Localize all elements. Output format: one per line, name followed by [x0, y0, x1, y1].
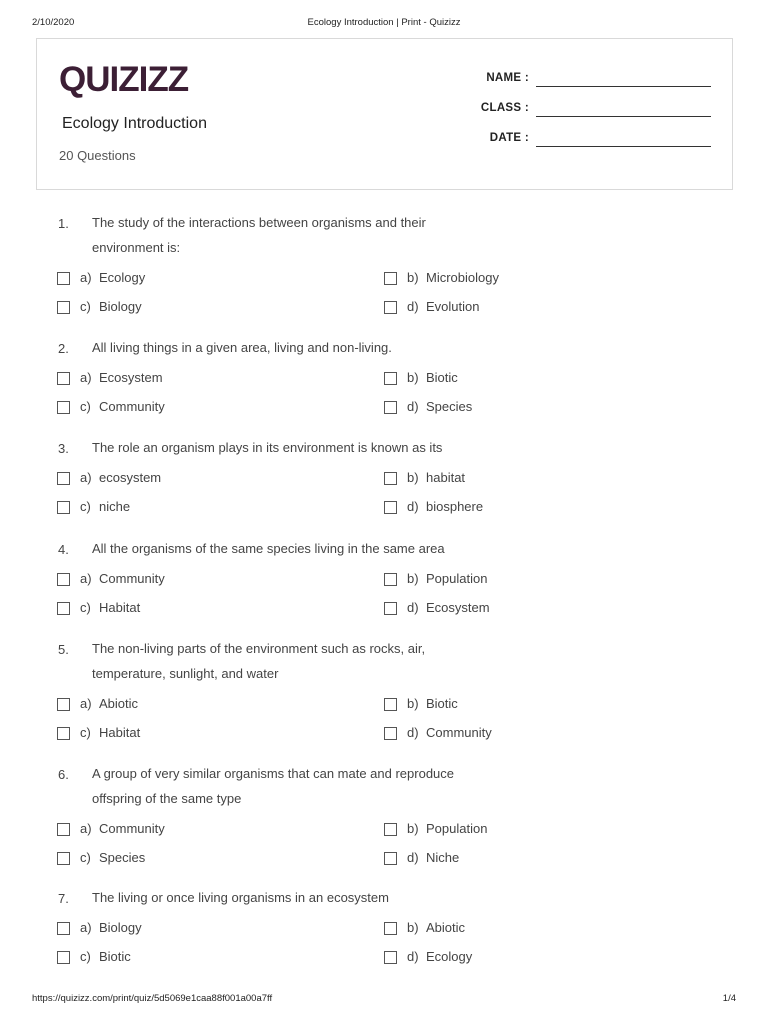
checkbox[interactable]: [57, 472, 70, 485]
option-text: Ecosystem: [426, 600, 490, 615]
print-url: https://quizizz.com/print/quiz/5d5069e1caa88f001a00a7ff: [32, 993, 273, 1004]
option-text: Habitat: [99, 725, 141, 740]
print-footer: [32, 993, 736, 1007]
checkbox[interactable]: [57, 951, 70, 964]
option-letter: d): [407, 399, 419, 414]
quiz-title: Ecology Introduction: [62, 115, 207, 132]
option-letter: a): [80, 821, 92, 836]
quiz-header-card: [36, 38, 733, 190]
print-title: Ecology Introduction | Print - Quizizz: [307, 17, 461, 28]
checkbox[interactable]: [57, 372, 70, 385]
option-text: Niche: [426, 850, 460, 865]
question-number: 1.: [58, 216, 69, 231]
quizizz-logo: [58, 57, 198, 101]
option-letter: c): [80, 299, 91, 314]
checkbox[interactable]: [384, 573, 397, 586]
option-text: Species: [426, 399, 473, 414]
option-text: Ecology: [99, 270, 146, 285]
checkbox[interactable]: [384, 727, 397, 740]
option-text: biosphere: [426, 499, 484, 514]
option-text: Microbiology: [426, 270, 499, 285]
question-count: 20 Questions: [59, 148, 136, 163]
checkbox[interactable]: [57, 602, 70, 615]
option-letter: c): [80, 600, 91, 615]
class-label: CLASS :: [480, 102, 529, 114]
option-letter: c): [80, 850, 91, 865]
checkbox[interactable]: [384, 501, 397, 514]
checkbox[interactable]: [57, 922, 70, 935]
option-text: Community: [426, 725, 492, 740]
option-letter: b): [407, 696, 419, 711]
option-letter: b): [407, 370, 419, 385]
option-letter: d): [407, 850, 419, 865]
option-text: Species: [99, 850, 146, 865]
checkbox[interactable]: [57, 823, 70, 836]
question-text: The study of the interactions between organisms and their environment is:: [92, 215, 426, 255]
checkbox[interactable]: [57, 272, 70, 285]
page-number: 1/4: [722, 993, 736, 1004]
question-text: The role an organism plays in its environment is known as its: [92, 440, 443, 455]
option-letter: c): [80, 725, 91, 740]
option-letter: c): [80, 399, 91, 414]
class-field[interactable]: [467, 100, 713, 120]
checkbox[interactable]: [57, 573, 70, 586]
option-text: Habitat: [99, 600, 141, 615]
date-line[interactable]: [536, 146, 711, 147]
checkbox[interactable]: [384, 272, 397, 285]
option-text: habitat: [426, 470, 466, 485]
option-text: Biotic: [99, 949, 131, 964]
checkbox[interactable]: [384, 602, 397, 615]
option-text: Ecology: [426, 949, 473, 964]
option-letter: a): [80, 920, 92, 935]
print-date: 2/10/2020: [32, 17, 75, 28]
option-letter: b): [407, 470, 419, 485]
option-letter: d): [407, 949, 419, 964]
option-text: Biology: [99, 920, 142, 935]
checkbox[interactable]: [57, 852, 70, 865]
checkbox[interactable]: [384, 401, 397, 414]
option-text: Biology: [99, 299, 142, 314]
option-letter: a): [80, 270, 92, 285]
option-text: Abiotic: [99, 696, 139, 711]
option-text: Ecosystem: [99, 370, 163, 385]
date-field[interactable]: [467, 130, 713, 150]
name-label: NAME :: [486, 72, 529, 84]
checkbox[interactable]: [384, 301, 397, 314]
name-field[interactable]: [467, 70, 713, 90]
checkbox[interactable]: [57, 401, 70, 414]
checkbox[interactable]: [57, 301, 70, 314]
option-text: Population: [426, 571, 488, 586]
question-number: 4.: [58, 542, 69, 557]
checkbox[interactable]: [57, 698, 70, 711]
checkbox[interactable]: [384, 823, 397, 836]
option-letter: d): [407, 600, 419, 615]
question-text: A group of very similar organisms that can mate and reproduce offspring of the same type: [92, 766, 455, 806]
option-letter: a): [80, 696, 92, 711]
option-text: niche: [99, 499, 131, 514]
option-letter: b): [407, 920, 419, 935]
option-text: Community: [99, 821, 165, 836]
checkbox[interactable]: [384, 922, 397, 935]
option-text: Community: [99, 399, 165, 414]
option-letter: d): [407, 299, 419, 314]
checkbox[interactable]: [384, 852, 397, 865]
checkbox[interactable]: [384, 951, 397, 964]
checkbox[interactable]: [384, 698, 397, 711]
name-line[interactable]: [536, 86, 711, 87]
question-number: 6.: [58, 767, 69, 782]
option-letter: b): [407, 270, 419, 285]
checkbox[interactable]: [384, 372, 397, 385]
question-text: The living or once living organisms in an ecosystem: [92, 890, 389, 905]
option-text: ecosystem: [99, 470, 162, 485]
option-letter: a): [80, 571, 92, 586]
option-letter: c): [80, 949, 91, 964]
question-number: 5.: [58, 642, 69, 657]
option-letter: b): [407, 821, 419, 836]
question-text: The non-living parts of the environment such as rocks, air, temperature, sunlight, and water: [92, 641, 426, 681]
date-label: DATE :: [489, 132, 529, 144]
svg-text:QUIZIZZ: QUIZIZZ: [59, 60, 189, 99]
question-text: All the organisms of the same species living in the same area: [92, 541, 445, 556]
question-number: 3.: [58, 441, 69, 456]
print-header: [32, 17, 736, 31]
option-text: Abiotic: [426, 920, 466, 935]
option-letter: a): [80, 370, 92, 385]
option-letter: c): [80, 499, 91, 514]
option-letter: a): [80, 470, 92, 485]
option-letter: b): [407, 571, 419, 586]
class-line[interactable]: [536, 116, 711, 117]
question-number: 7.: [58, 891, 69, 906]
question-text: All living things in a given area, living and non-living.: [92, 340, 392, 355]
question-number: 2.: [58, 341, 69, 356]
option-letter: d): [407, 725, 419, 740]
option-text: Biotic: [426, 370, 458, 385]
checkbox[interactable]: [57, 727, 70, 740]
checkbox[interactable]: [57, 501, 70, 514]
option-text: Evolution: [426, 299, 480, 314]
option-text: Population: [426, 821, 488, 836]
option-letter: d): [407, 499, 419, 514]
option-text: Community: [99, 571, 165, 586]
option-text: Biotic: [426, 696, 458, 711]
checkbox[interactable]: [384, 472, 397, 485]
